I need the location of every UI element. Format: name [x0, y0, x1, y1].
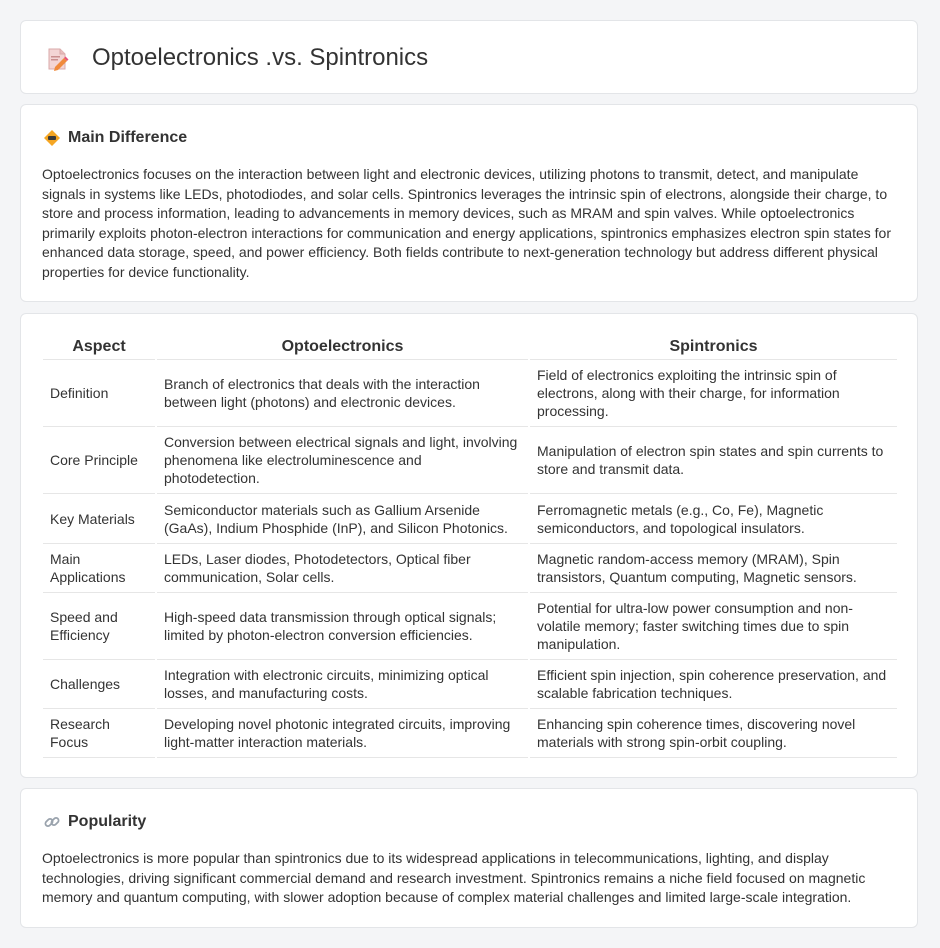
- aspect-cell: Key Materials: [43, 494, 155, 544]
- comparison-table: [41, 336, 899, 758]
- aspect-cell: Research Focus: [43, 709, 155, 758]
- spintronics-cell: Magnetic random-access memory (MRAM), Spin transistors, Quantum computing, Magnetic sensors.: [530, 544, 897, 593]
- spintronics-cell: Potential for ultra-low power consumption and non-volatile memory; faster switching times due to spin manipulation.: [530, 593, 897, 660]
- optoelectronics-cell: Developing novel photonic integrated circuits, improving light-matter interaction materials.: [157, 709, 528, 758]
- header-aspect: Aspect: [43, 336, 155, 360]
- link-icon: [43, 813, 61, 831]
- table-row: [43, 494, 897, 544]
- optoelectronics-cell: Conversion between electrical signals and light, involving phenomena like electroluminescence and photodetection.: [157, 427, 528, 494]
- aspect-cell: Speed and Efficiency: [43, 593, 155, 660]
- main-difference-title: Main Difference: [68, 129, 188, 146]
- main-difference-card: [20, 104, 918, 302]
- comparison-card: [20, 313, 918, 778]
- table-row: [43, 544, 897, 593]
- page-title: Optoelectronics .vs. Spintronics: [92, 44, 429, 71]
- spintronics-cell: Enhancing spin coherence times, discovering novel materials with strong spin-orbit coupling.: [530, 709, 897, 758]
- main-difference-text: Optoelectronics focuses on the interaction between light and electronic devices, utilizing photons to transmit, detect, and manipulate signals in systems like LEDs, photodiodes, and solar cells. Spintronics leverages the intrinsic spin of electrons, alongside their charge, to store and process information, leading to advancements in memory devices, such as MRAM and spin valves. While optoelectronics primarily exploits photon-electron interactions for communication and energy applications, spintronics emphasizes electron spin states for enhanced data storage, speed, and power efficiency. Both fields contribute to next-generation technology but address different physical properties for device functionality.: [42, 166, 891, 280]
- spintronics-cell: Ferromagnetic metals (e.g., Co, Fe), Magnetic semiconductors, and topological insulators.: [530, 494, 897, 544]
- table-row: [43, 427, 897, 494]
- table-row: [43, 709, 897, 758]
- optoelectronics-cell: High-speed data transmission through optical signals; limited by photon-electron conversion efficiencies.: [157, 593, 528, 660]
- aspect-cell: Core Principle: [43, 427, 155, 494]
- table-row: [43, 660, 897, 709]
- optoelectronics-cell: LEDs, Laser diodes, Photodetectors, Optical fiber communication, Solar cells.: [157, 544, 528, 593]
- optoelectronics-cell: Branch of electronics that deals with the interaction between light (photons) and electronic devices.: [157, 360, 528, 427]
- popularity-heading: [43, 811, 146, 833]
- popularity-card: [20, 788, 918, 928]
- warning-sign-icon: [43, 129, 61, 147]
- table-row: [43, 593, 897, 660]
- spintronics-cell: Field of electronics exploiting the intrinsic spin of electrons, along with their charge, for information processing.: [530, 360, 897, 427]
- header-card: [20, 20, 918, 94]
- aspect-cell: Challenges: [43, 660, 155, 709]
- header-optoelectronics: Optoelectronics: [157, 336, 528, 360]
- header-spintronics: Spintronics: [530, 336, 897, 360]
- document-pencil-icon: [47, 47, 69, 71]
- aspect-cell: Main Applications: [43, 544, 155, 593]
- spintronics-cell: Manipulation of electron spin states and spin currents to store and transmit data.: [530, 427, 897, 494]
- popularity-text: Optoelectronics is more popular than spintronics due to its widespread applications in telecommunications, lighting, and display technologies, driving significant commercial demand and research investment. Spintronics remains a niche field focused on magnetic memory and quantum computing, with slower adoption because of complex material challenges and limited large-scale integration.: [42, 850, 866, 905]
- popularity-title: Popularity: [68, 813, 147, 830]
- table-header-row: [43, 336, 897, 360]
- optoelectronics-cell: Integration with electronic circuits, minimizing optical losses, and manufacturing costs.: [157, 660, 528, 709]
- optoelectronics-cell: Semiconductor materials such as Gallium Arsenide (GaAs), Indium Phosphide (InP), and Silicon Photonics.: [157, 494, 528, 544]
- spintronics-cell: Efficient spin injection, spin coherence preservation, and scalable fabrication techniques.: [530, 660, 897, 709]
- aspect-cell: Definition: [43, 360, 155, 427]
- table-row: [43, 360, 897, 427]
- main-difference-heading: [43, 127, 187, 149]
